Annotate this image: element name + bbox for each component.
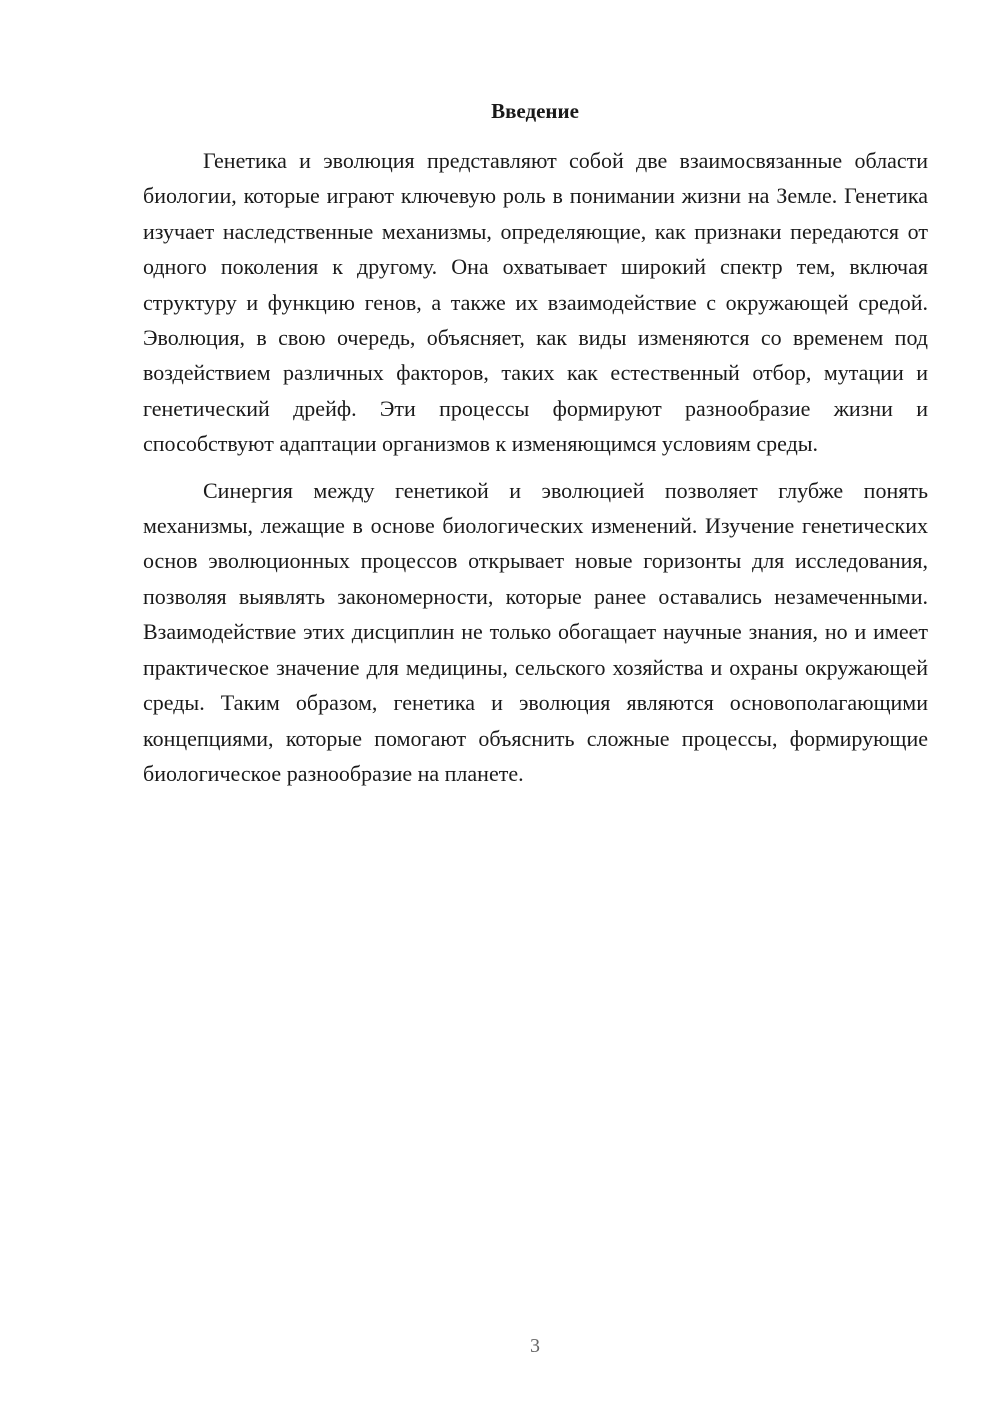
paragraph-synergy: Синергия между генетикой и эволюцией позволяет глубже понять механизмы, лежащие в основе биологических изменений. Изучение генетических основ эволюционных процессов открывает новые горизонты для исследования, позволяя выявлять закономерности, которые ранее оставались незамеченными. Взаимодействие этих дисциплин не только обогащает научные знания, но и имеет практическое значение для медицины, сельского хозяйства и охраны окружающей среды. Таким образом, генетика и эволюция являются основополагающими концепциями, которые помогают объяснить сложные процессы, формирующие биологическое разнообразие на планете. xyxy=(143,477,928,786)
body-text xyxy=(143,143,928,791)
paragraph-introduction: Генетика и эволюция представляют собой две взаимосвязанные области биологии, которые играют ключевую роль в понимании жизни на Земле. Генетика изучает наследственные механизмы, определяющие, как признаки передаются от одного поколения к другому. Она охватывает широкий спектр тем, включая структуру и функцию генов, а также их взаимодействие с окружающей средой. Эволюция, в свою очередь, объясняет, как виды изменяются со временем под воздействием различных факторов, таких как естественный отбор, мутации и генетический дрейф. Эти процессы формируют разнообразие жизни и способствуют адаптации организмов к изменяющимся условиям среды. xyxy=(143,148,928,457)
page-number: 3 xyxy=(530,1335,540,1357)
section-heading: Введение xyxy=(491,99,579,123)
